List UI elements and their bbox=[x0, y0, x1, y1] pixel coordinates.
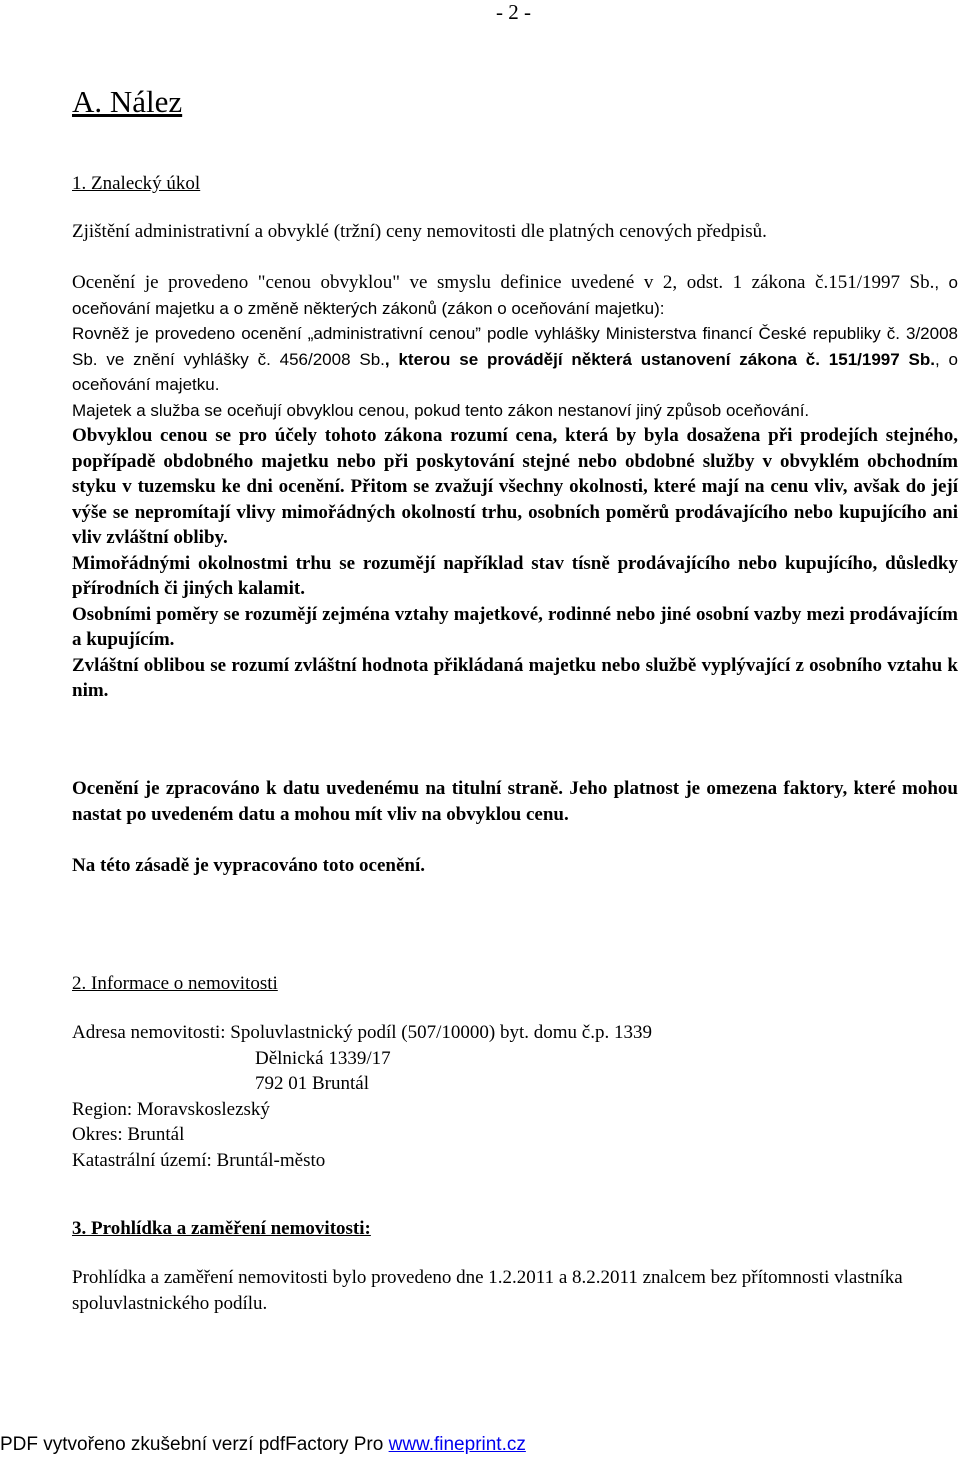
section-2-title: 2. Informace o nemovitosti bbox=[72, 973, 278, 994]
section-1-body bbox=[72, 270, 958, 704]
paragraph-personal-relations: Osobními poměry se rozumějí zejména vztahy majetkové, rodinné nebo jiné osobní vazby mezi prodávajícím a kupujícím. bbox=[72, 603, 958, 650]
usual-price-definition: Obvyklou cenou se pro účely tohoto zákona rozumí cena, která by byla dosažena při prodejích stejného, popřípadě obdobného majetku nebo při poskytování stejné nebo obdobné služby v obvyklém obchodním styku v tuzemsku ke dni ocenění. bbox=[72, 425, 958, 497]
pdf-footer bbox=[0, 1434, 526, 1456]
paragraph-usual-price bbox=[72, 423, 958, 551]
task-paragraph: Zjištění administrativní a obvyklé (tržní) ceny nemovitosti dle platných cenových předpisů. bbox=[72, 221, 767, 242]
inspection-paragraph: Prohlídka a zaměření nemovitosti bylo provedeno dne 1.2.2011 a 8.2.2011 znalcem bez přítomnosti vlastníka spoluvlastnického podílu. bbox=[72, 1267, 903, 1314]
property-street: Dělnická 1339/17 bbox=[255, 1047, 391, 1069]
page-number: - 2 - bbox=[496, 0, 531, 24]
task-text bbox=[72, 219, 958, 245]
property-region: Region: Moravskoslezský bbox=[72, 1098, 270, 1120]
property-address: Adresa nemovitosti: Spoluvlastnický podíl (507/10000) byt. domu č.p. 1339 bbox=[72, 1022, 652, 1043]
section-1-title: 1. Znalecký úkol bbox=[72, 173, 201, 194]
paragraph-administrative bbox=[72, 321, 958, 398]
page-heading: A. Nález bbox=[72, 84, 183, 119]
footer-text: PDF vytvořeno zkušební verzí pdfFactory Pro bbox=[0, 1434, 389, 1455]
property-city: 792 01 Bruntál bbox=[255, 1073, 369, 1094]
administrative-suffix: , o oceňování majetku. bbox=[72, 349, 958, 394]
property-info bbox=[72, 1020, 652, 1173]
principle-paragraph: Na této zásadě je vypracováno toto ocenění. bbox=[72, 855, 426, 876]
paragraph-valuation-rule: Majetek a služba se oceňují obvyklou cenou, pokud tento zákon nestanoví jiný způsob oceňování. bbox=[72, 400, 810, 420]
paragraph-definition bbox=[72, 270, 958, 321]
administrative-scope: , kterou se provádějí některá ustanovení zákona č. 151/1997 Sb. bbox=[384, 349, 935, 369]
definition-law-ref: Ocenění je provedeno "cenou obvyklou" ve smyslu definice uvedené v 2, odst. 1 zákona č.151/1997 Sb. bbox=[72, 272, 935, 293]
footer-link[interactable]: www.fineprint.cz bbox=[388, 1434, 526, 1455]
paragraph-extraordinary: Mimořádnými okolnostmi trhu se rozumějí například stav tísně prodávajícího nebo kupujícího, důsledky přírodních či jiných kalamit. bbox=[72, 552, 958, 599]
paragraph-special-favor: Zvláštní oblibou se rozumí zvláštní hodnota přikládaná majetku nebo službě vyplývající z osobního vztahu k nim. bbox=[72, 654, 958, 701]
definition-law-title: , o oceňování majetku a o změně některých zákonů (zákon o oceňování majetku): bbox=[72, 273, 959, 318]
validity-paragraph: Ocenění je zpracováno k datu uvedenému na titulní straně. Jeho platnost je omezena faktory, které mohou nastat po uvedeném datu a mohou mít vliv na obvyklou cenu. bbox=[72, 778, 958, 825]
section-3-title: 3. Prohlídka a zaměření nemovitosti: bbox=[72, 1218, 371, 1239]
administrative-ref: Rovněž je provedeno ocenění „administrativní cenou” podle vyhlášky Ministerstva financí České republiky č. 3/2008 Sb. ve znění vyhlášky č. 456/2008 Sb. bbox=[72, 324, 958, 369]
property-cadastre: Katastrální území: Bruntál-město bbox=[72, 1149, 326, 1171]
usual-price-circumstances: Přitom se zvažují všechny okolnosti, které mají na cenu vliv, avšak do její výše se nepromítají vlivy mimořádných okolností trhu, osobních poměrů prodávajícího nebo kupujícího ani vliv zvláštní obliby. bbox=[72, 476, 958, 548]
property-district: Okres: Bruntál bbox=[72, 1124, 185, 1145]
